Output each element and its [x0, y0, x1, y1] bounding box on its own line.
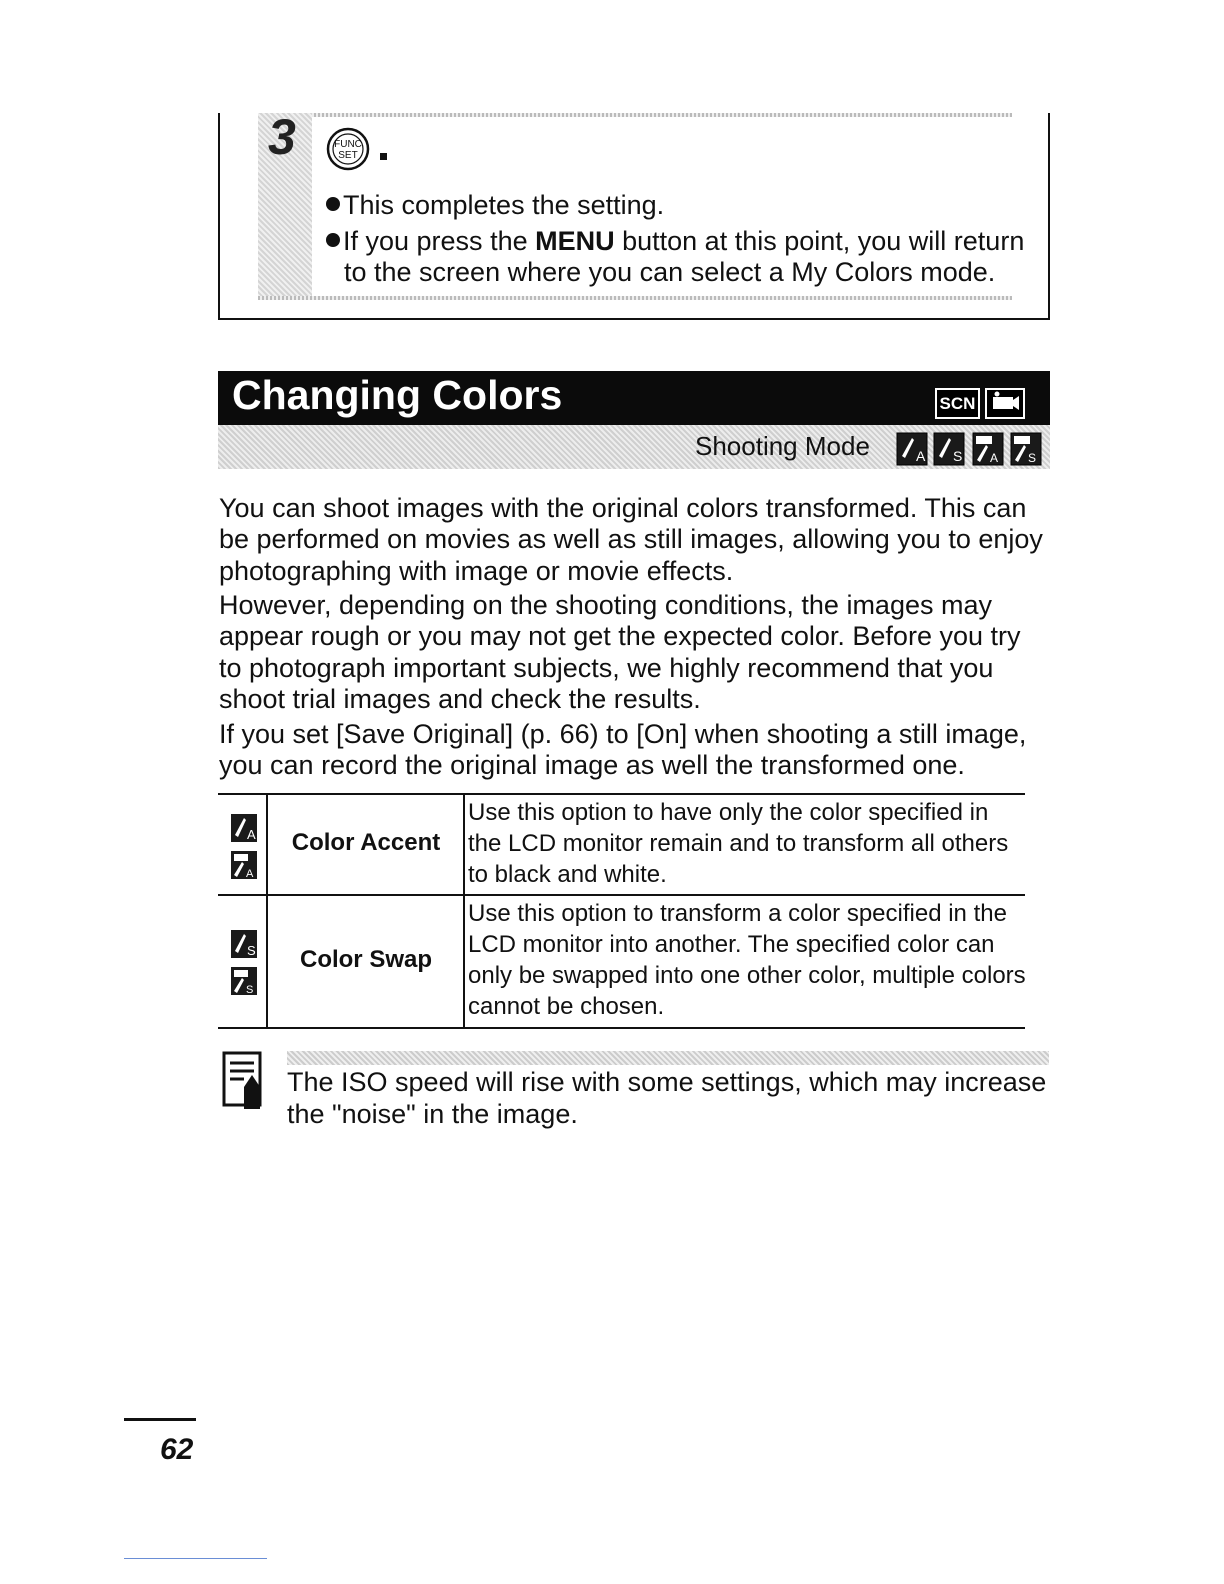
page-number-rule — [124, 1418, 196, 1421]
scn-mode-icon — [935, 388, 980, 419]
menu-button-label: MENU — [535, 226, 615, 256]
intro-paragraph: You can shoot images with the original colors transformed. This can be performed on movies as well as still images, allowing you to enjoy photographing with image or movie effects. — [219, 493, 1043, 586]
movie-color-accent-icon — [230, 850, 258, 880]
step-bullet-1-text: This completes the setting. — [343, 190, 665, 220]
step-period — [380, 153, 387, 160]
step-shade-top — [258, 113, 1012, 117]
color-swap-description: Use this option to transform a color specified in the LCD monitor into another. The specified color can only be swapped into one other color, multiple colors cannot be chosen. — [468, 900, 1026, 1020]
movie-mode-icon — [985, 388, 1025, 419]
step-number: 3 — [268, 109, 296, 165]
table-col-divider-1 — [266, 793, 268, 1029]
svg-text:S: S — [953, 448, 963, 464]
section-title: Changing Colors — [232, 372, 563, 418]
color-accent-icon — [896, 432, 928, 466]
note-stripe — [287, 1051, 1049, 1065]
svg-text:S: S — [247, 943, 256, 958]
save-original-paragraph: If you set [Save Original] (p. 66) to [On] when shooting a still image, you can record the original image as well the transformed one. — [219, 719, 1027, 781]
step-bullet-2-pre: If you press the — [343, 226, 536, 256]
func-set-button-icon — [326, 127, 370, 171]
bullet-icon — [326, 197, 340, 211]
warning-paragraph: However, depending on the shooting conditions, the images may appear rough or you may not get the expected color. Before you try to photograph important subjects, we highly recommend that you shoot trial images and check the results. — [219, 590, 1021, 714]
color-accent-label: Color Accent — [291, 829, 441, 856]
svg-text:A: A — [916, 448, 926, 464]
svg-text:A: A — [990, 451, 999, 465]
note-icon — [222, 1051, 266, 1111]
table-row-divider — [218, 894, 1025, 896]
movie-color-accent-icon — [972, 432, 1004, 466]
bullet-icon — [326, 233, 340, 247]
footer-line — [124, 1558, 267, 1559]
page-number: 62 — [160, 1433, 194, 1466]
svg-text:S: S — [1028, 451, 1037, 465]
color-accent-description: Use this option to have only the color specified in the LCD monitor remain and to transform all others to black and white. — [468, 799, 1009, 888]
movie-color-swap-icon — [230, 966, 258, 996]
shooting-mode-label: Shooting Mode — [695, 431, 870, 461]
step-bullet-2-cont: to the screen where you can select a My Colors mode. — [344, 257, 996, 287]
step-bullet-2-post: button at this point, you will return — [614, 226, 1025, 256]
color-accent-icon — [230, 813, 258, 843]
step-bullet-1 — [326, 190, 664, 221]
svg-text:A: A — [247, 827, 256, 842]
step-shade-bottom — [258, 296, 1012, 300]
table-top-rule — [218, 793, 1025, 795]
svg-text:FUNC: FUNC — [334, 139, 362, 150]
table-bottom-rule — [218, 1027, 1025, 1029]
step-bullet-2 — [326, 226, 1024, 257]
svg-text:SET: SET — [338, 150, 358, 161]
color-swap-icon — [230, 929, 258, 959]
color-swap-label: Color Swap — [299, 946, 432, 973]
movie-color-swap-icon — [1010, 432, 1042, 466]
svg-text:S: S — [246, 984, 254, 996]
scn-label: SCN — [937, 390, 978, 417]
table-col-divider-2 — [463, 793, 465, 1029]
note-text: The ISO speed will rise with some settings, which may increase the "noise" in the image. — [287, 1067, 1047, 1129]
color-swap-icon — [933, 432, 965, 466]
svg-text:A: A — [246, 868, 254, 880]
